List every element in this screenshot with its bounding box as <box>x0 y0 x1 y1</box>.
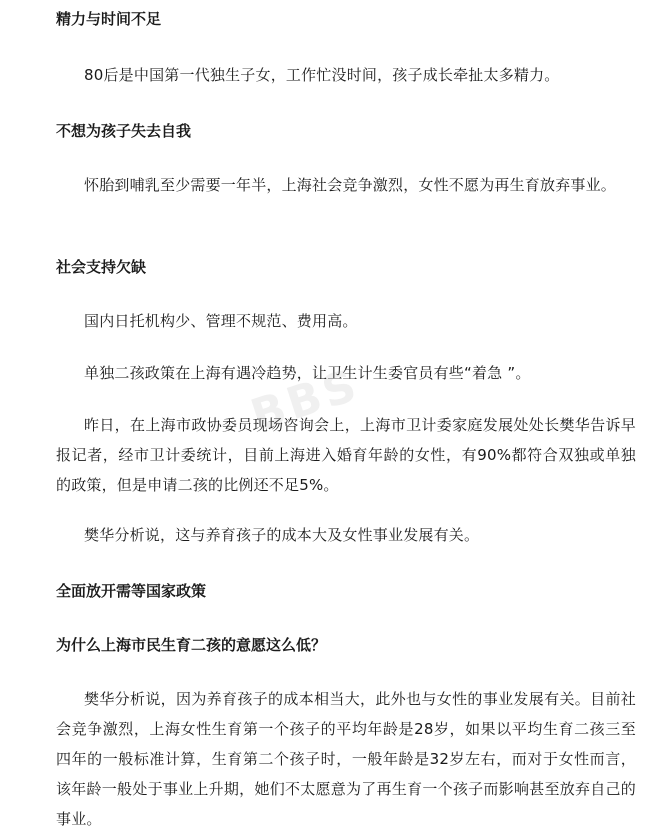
paragraph: 樊华分析说，这与养育孩子的成本大及女性事业发展有关。 <box>84 526 480 544</box>
section-heading: 为什么上海市民生育二孩的意愿这么低？ <box>56 636 327 654</box>
paragraph: 80后是中国第一代独生子女，工作忙没时间，孩子成长牵扯太多精力。 <box>84 66 560 84</box>
paragraph: 昨日，在上海市政协委员现场咨询会上，上海市卫计委家庭发展处处长樊华告诉早报记者，经市卫计委统计，目前上海进入婚育年龄的女性，有90%都符合双独或单独的政策，但是申请二孩的比例还不足5%。 <box>56 416 636 494</box>
section-heading: 不想为孩子失去自我 <box>56 122 192 140</box>
section-heading: 全面放开需等国家政策 <box>56 582 207 600</box>
section-heading: 社会支持欠缺 <box>56 258 147 276</box>
paragraph: 樊华分析说，因为养育孩子的成本相当大，此外也与女性的事业发展有关。目前社会竞争激烈，上海女性生育第一个孩子的平均年龄是28岁，如果以平均生育二孩三至四年的一般标准计算，生育第二个孩子时，一般年龄是32岁左右，而对于女性而言，该年龄一般处于事业上升期，她们不太愿意为了再生育一个孩子而影响甚至放弃自己的事业。 <box>56 690 636 828</box>
paragraph: 单独二孩政策在上海有遇冷趋势，让卫生计生委官员有些“着急 ”。 <box>84 364 531 382</box>
paragraph: 国内日托机构少、管理不规范、费用高。 <box>84 312 358 330</box>
paragraph: 怀胎到哺乳至少需要一年半，上海社会竞争激烈，女性不愿为再生育放弃事业。 <box>84 176 617 194</box>
watermark: BBS <box>244 359 366 442</box>
section-heading: 精力与时间不足 <box>56 10 162 28</box>
